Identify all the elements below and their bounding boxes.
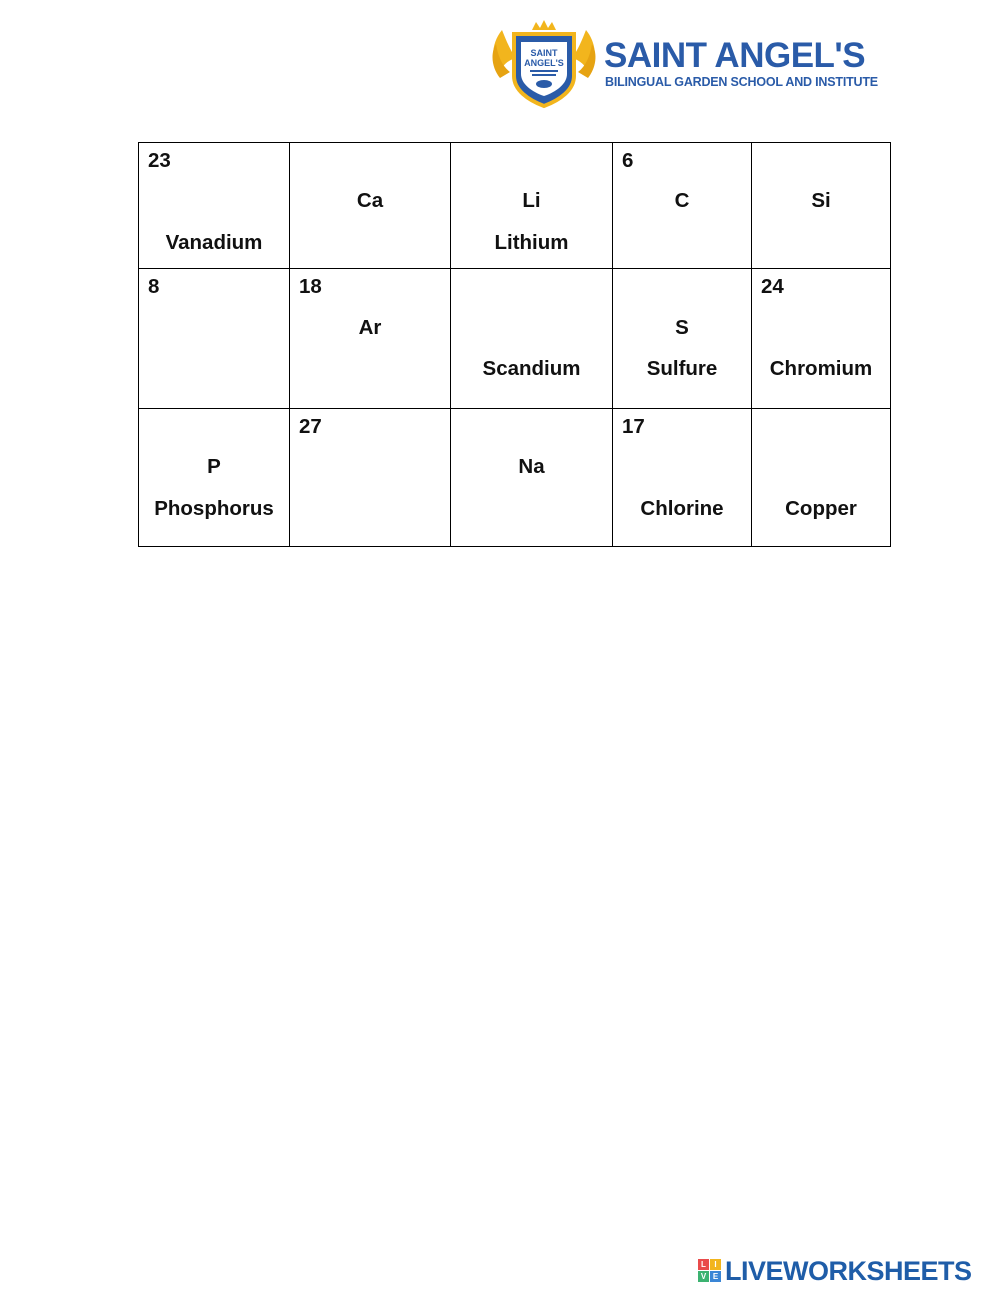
atomic-number: 23 bbox=[148, 149, 171, 172]
element-symbol: P bbox=[207, 455, 221, 478]
element-symbol: S bbox=[675, 316, 689, 339]
atomic-number: 24 bbox=[761, 275, 784, 298]
table-cell bbox=[613, 269, 752, 409]
table-cell bbox=[451, 143, 613, 269]
atomic-number: 27 bbox=[299, 415, 322, 438]
element-name: Chromium bbox=[769, 357, 873, 380]
table-row bbox=[139, 143, 891, 269]
element-name: Scandium bbox=[482, 357, 581, 380]
element-name: Phosphorus bbox=[154, 497, 274, 520]
table-cell bbox=[139, 143, 290, 269]
table-cell bbox=[451, 269, 613, 409]
table-cell bbox=[451, 409, 613, 547]
element-symbol: Si bbox=[811, 189, 831, 212]
badge-letter: L bbox=[698, 1259, 709, 1270]
table-cell bbox=[290, 143, 451, 269]
table-cell bbox=[752, 269, 891, 409]
atomic-number: 8 bbox=[148, 275, 160, 298]
element-name: Chlorine bbox=[640, 497, 724, 520]
table-cell bbox=[290, 269, 451, 409]
atomic-number: 17 bbox=[622, 415, 645, 438]
element-table bbox=[138, 142, 891, 547]
table-row bbox=[139, 409, 891, 547]
element-symbol: C bbox=[674, 189, 690, 212]
element-name: Lithium bbox=[494, 231, 569, 254]
table-cell bbox=[139, 409, 290, 547]
svg-text:SAINT: SAINT bbox=[530, 48, 558, 58]
logo-title: SAINT ANGEL'S bbox=[604, 36, 866, 75]
element-symbol: Li bbox=[522, 189, 541, 212]
element-name: Copper bbox=[785, 497, 857, 520]
watermark-text: LIVEWORKSHEETS bbox=[725, 1256, 972, 1286]
badge-letter: V bbox=[698, 1271, 709, 1282]
badge-letter: E bbox=[710, 1271, 721, 1282]
table-cell bbox=[752, 143, 891, 269]
school-crest-icon bbox=[488, 20, 600, 112]
school-logo bbox=[488, 20, 878, 112]
table-cell bbox=[752, 409, 891, 547]
table-cell bbox=[139, 269, 290, 409]
liveworksheets-badge-icon bbox=[698, 1259, 722, 1283]
badge-letter: I bbox=[710, 1259, 721, 1270]
atomic-number: 6 bbox=[622, 149, 634, 172]
table-cell bbox=[613, 143, 752, 269]
element-symbol: Ca bbox=[356, 189, 384, 212]
liveworksheets-watermark bbox=[698, 1256, 996, 1286]
table-cell bbox=[290, 409, 451, 547]
element-name: Vanadium bbox=[165, 231, 263, 254]
element-name: Sulfure bbox=[646, 357, 718, 380]
logo-subtitle: BILINGUAL GARDEN SCHOOL AND INSTITUTE bbox=[605, 75, 878, 89]
element-symbol: Na bbox=[518, 455, 545, 478]
table-cell bbox=[613, 409, 752, 547]
atomic-number: 18 bbox=[299, 275, 322, 298]
table-row bbox=[139, 269, 891, 409]
element-symbol: Ar bbox=[358, 316, 382, 339]
svg-text:ANGEL'S: ANGEL'S bbox=[524, 58, 564, 68]
